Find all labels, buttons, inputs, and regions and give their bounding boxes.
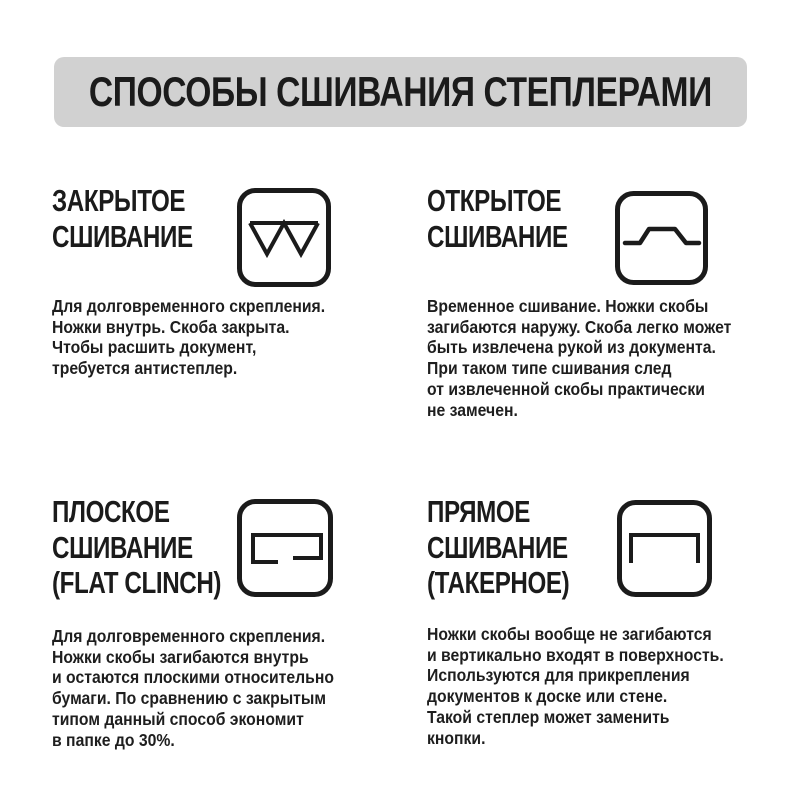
description-straight-stitching	[427, 624, 724, 748]
body-line: от извлеченной скобы практически	[427, 378, 705, 399]
body-line: При таком типе сшивания след	[427, 358, 672, 379]
heading-line: (FLAT CLINCH)	[52, 565, 222, 600]
body-line: Чтобы расшить документ,	[52, 337, 257, 358]
heading-straight-stitching	[427, 494, 569, 601]
description-flat-clinch	[52, 626, 334, 750]
body-line: в папке до 30%.	[52, 729, 175, 750]
body-line: типом данный способ экономит	[52, 708, 304, 729]
body-line: документов к доске или стене.	[427, 686, 668, 707]
body-line: Используются для прикрепления	[427, 665, 690, 686]
heading-line: СШИВАНИЕ	[52, 529, 193, 565]
heading-line: СШИВАНИЕ	[427, 218, 568, 254]
body-line: быть извлечена рукой из документа.	[427, 337, 716, 358]
body-line: Ножки скобы вообще не загибаются	[427, 624, 712, 644]
body-line: бумаги. По сравнению с закрытым	[52, 688, 326, 709]
body-line: Ножки скобы загибаются внутрь	[52, 646, 309, 667]
description-closed-stitching	[52, 296, 325, 379]
flat-clinch-staple-icon	[237, 499, 333, 597]
body-line: требуется антистеплер.	[52, 358, 238, 379]
heading-line: (ТАКЕРНОЕ)	[427, 565, 570, 600]
heading-open-stitching	[427, 183, 568, 254]
body-line: Такой степлер может заменить	[427, 706, 670, 727]
body-line: и вертикально входят в поверхность.	[427, 644, 724, 665]
heading-closed-stitching	[52, 183, 193, 254]
title-banner	[54, 57, 747, 127]
body-line: Для долговременного скрепления.	[52, 296, 326, 316]
heading-line: ОТКРЫТОЕ	[427, 183, 562, 218]
heading-line: ПРЯМОЕ	[427, 494, 531, 529]
body-line: кнопки.	[427, 727, 486, 748]
heading-line: СШИВАНИЕ	[52, 218, 193, 254]
body-line: Для долговременного скрепления.	[52, 626, 326, 646]
heading-flat-clinch	[52, 494, 221, 601]
body-line: Временное сшивание. Ножки скобы	[427, 296, 709, 316]
body-line: загибаются наружу. Скоба легко может	[427, 316, 732, 337]
body-line: не замечен.	[427, 399, 518, 420]
description-open-stitching	[427, 296, 731, 420]
closed-staple-icon	[237, 188, 331, 287]
page-title: СПОСОБЫ СШИВАНИЯ СТЕПЛЕРАМИ	[89, 68, 712, 115]
heading-line: СШИВАНИЕ	[427, 529, 568, 565]
heading-line: ПЛОСКОЕ	[52, 494, 170, 529]
open-staple-icon	[615, 191, 708, 285]
tacker-staple-icon	[617, 500, 712, 597]
body-line: Ножки внутрь. Скоба закрыта.	[52, 316, 290, 337]
heading-line: ЗАКРЫТОЕ	[52, 183, 186, 218]
body-line: и остаются плоскими относительно	[52, 667, 334, 688]
